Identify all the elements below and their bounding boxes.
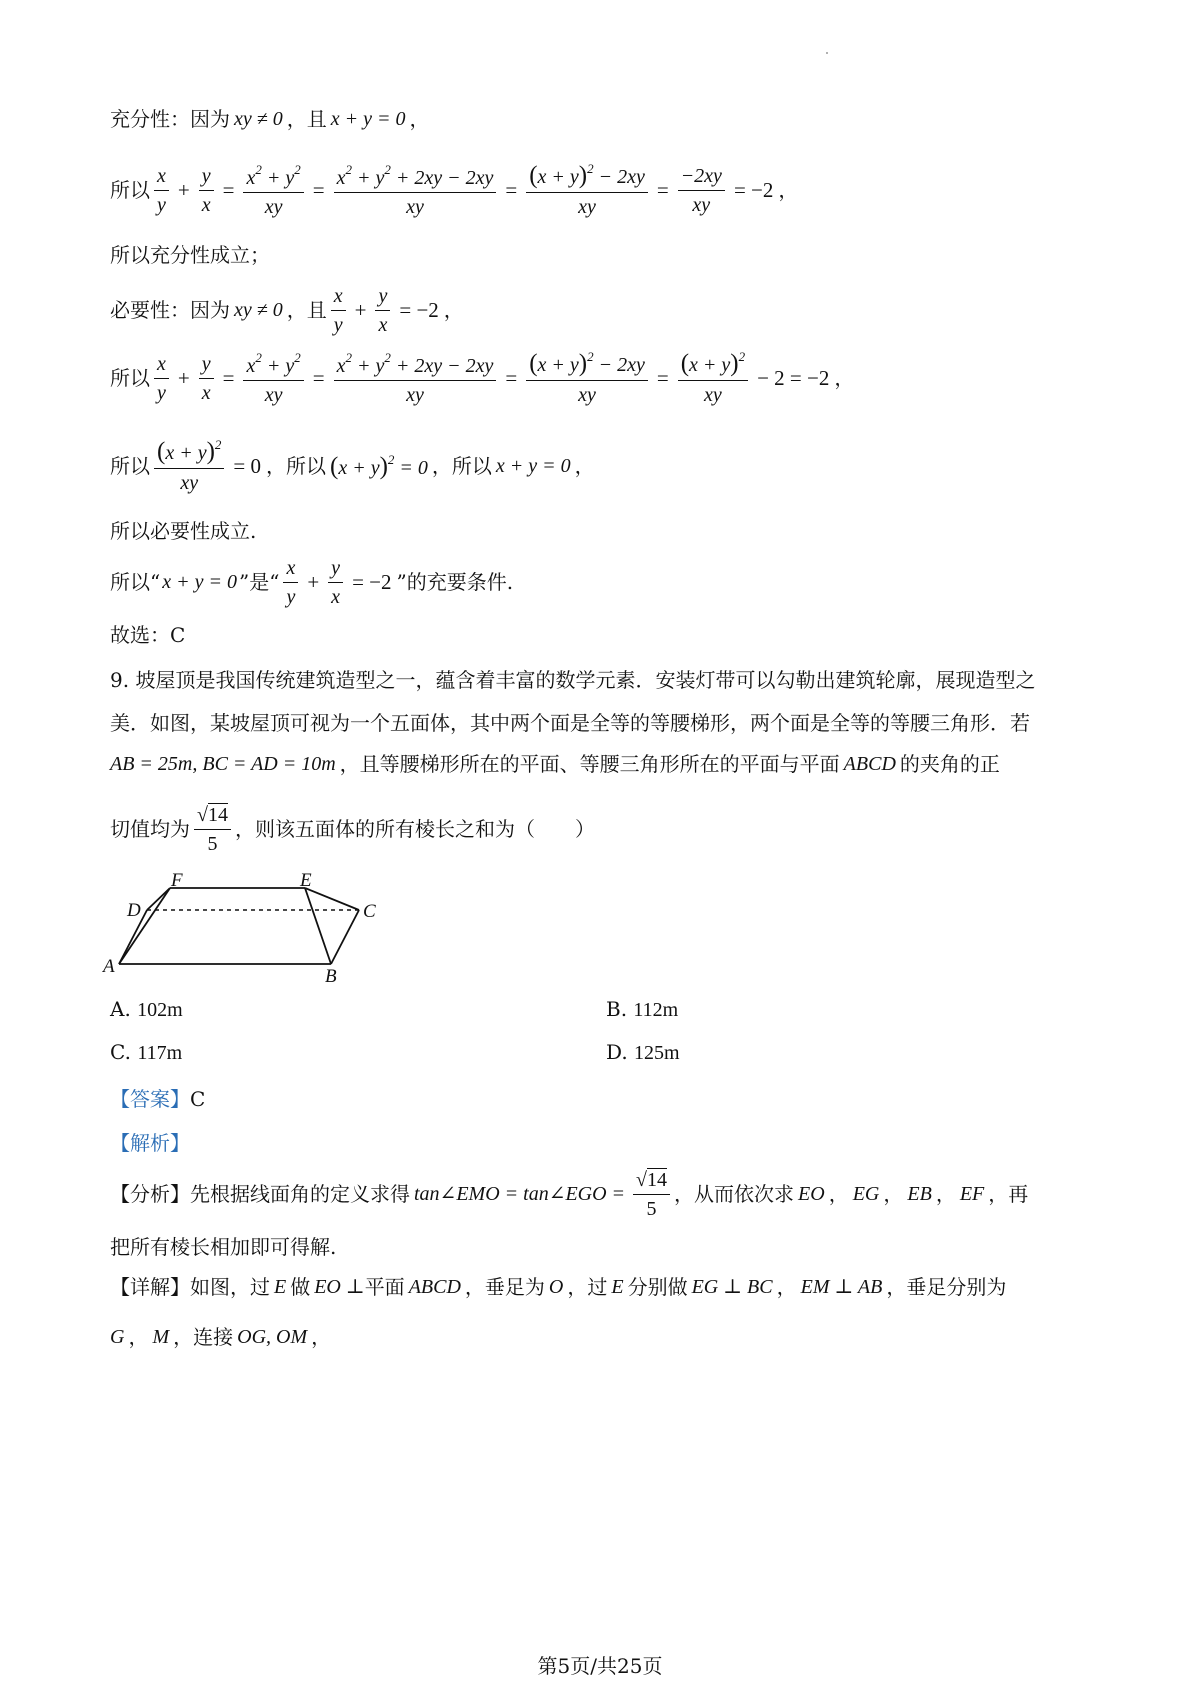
fraction: $\frac{x}{y}$	[331, 285, 346, 336]
analysis-line	[110, 1128, 190, 1158]
text: 的夹角的正	[899, 752, 1000, 776]
option-d[interactable]: D. 125m	[606, 1040, 680, 1064]
text: 所以必要性成立.	[110, 519, 257, 543]
math: E	[611, 1276, 624, 1298]
text: ，所以	[431, 454, 492, 478]
necessity-line: 必要性：因为 xy ≠ 0 ，且 $\frac{x}{y}$ + $\frac{y}{x}$ = −2 ，	[110, 284, 464, 336]
edge-eb	[305, 888, 331, 964]
label-a: A	[103, 956, 115, 977]
fraction: $\frac{x}{y}$	[154, 353, 169, 404]
fraction: $\frac{x}{y}$	[283, 557, 298, 608]
text: 美．如图，某坡屋顶可视为一个五面体，其中两个面是全等的等腰梯形，两个面是全等的等腰三角形．若	[110, 711, 1030, 735]
label-b: B	[325, 966, 337, 987]
text: 做	[290, 1275, 311, 1299]
text: 把所有棱长相加即可得解.	[110, 1235, 337, 1259]
label-d: D	[127, 900, 141, 921]
math: EB	[907, 1183, 932, 1205]
text: ，	[409, 107, 430, 131]
math: xy ≠ 0	[234, 108, 283, 130]
xiangjie-line-2	[110, 1322, 331, 1352]
text: ，且	[286, 298, 327, 322]
fraction: $\frac{y}{x}$	[199, 165, 214, 216]
math: xy ≠ 0	[234, 299, 283, 321]
fraction: $\frac{x^2 + y^2}{xy}$	[243, 163, 303, 218]
text: ，且等腰梯形所在的平面、等腰三角形所在的平面与平面	[339, 752, 840, 776]
answer-tag: 【答案】	[110, 1087, 190, 1111]
text: ，	[574, 454, 595, 478]
sqrt-fraction: $\frac{√14}{5}$	[633, 1169, 670, 1220]
text: 必要性：因为	[110, 298, 230, 322]
text: ，再	[988, 1182, 1029, 1206]
text: ，	[443, 298, 464, 322]
math: EO ⊥	[314, 1276, 365, 1298]
text: ，垂足分别为	[886, 1275, 1007, 1299]
text: ，	[834, 366, 855, 390]
text: ，且	[286, 107, 327, 131]
edge-ec	[305, 888, 359, 910]
text: 所以	[110, 454, 150, 478]
derivation-line-2: 所以 $\frac{x}{y}$ + $\frac{y}{x}$ = $\frac{x^2 + y^2}{xy}$ = $\frac{x^2 + y^2 + 2xy - 2xy}{xy}$ = $\frac{(x + y)^2 - 2xy}{xy}$ = $\frac{(x + y)^2}{xy}$ − 2 = −2 ，	[110, 348, 855, 407]
fraction: $\frac{y}{x}$	[375, 285, 390, 336]
text: 所以	[110, 178, 150, 202]
final-conclusion: 所以“ x + y = 0 ”是“ $\frac{x}{y}$ + $\frac{y}{x}$ = −2 ”的充要条件.	[110, 556, 514, 608]
question-9-line-4	[110, 798, 595, 860]
label-e: E	[300, 870, 312, 891]
scan-dot	[826, 52, 828, 54]
text: 先根据线面角的定义求得	[190, 1182, 410, 1206]
derivation-line-1: 所以 $\frac{x}{y}$ + $\frac{y}{x}$ = $\frac{x^2 + y^2}{xy}$ = $\frac{x^2 + y^2 + 2xy - 2xy}{xy}$ = $\frac{(x + y)^2 - 2xy}{xy}$ = $\frac{-2xy}{xy}$ = −2 ，	[110, 160, 799, 219]
answer-line	[110, 1084, 205, 1114]
text: ，连接	[173, 1325, 234, 1349]
text: ”的充要条件.	[396, 570, 514, 594]
question-9-line-1	[110, 665, 1035, 695]
fraction: $\frac{-2xy}{xy}$	[678, 165, 725, 216]
text: 故选：C	[110, 623, 186, 647]
option-c[interactable]: C. 117m	[110, 1040, 183, 1064]
text: 充分性：因为	[110, 107, 230, 131]
text: 所以充分性成立；	[110, 243, 270, 267]
xiangjie-line-1	[110, 1272, 1006, 1302]
fraction: $\frac{(x + y)^2 - 2xy}{xy}$	[526, 162, 648, 219]
text: 切值均为	[110, 817, 190, 841]
necessity-conclusion	[110, 516, 256, 546]
fraction: $\frac{x^2 + y^2}{xy}$	[243, 351, 303, 406]
text: ，过	[567, 1275, 608, 1299]
text: ，	[128, 1325, 149, 1349]
pentahedron-figure	[95, 868, 395, 988]
text: ，	[778, 178, 799, 202]
math: tan∠EMO = tan∠EGO =	[414, 1183, 626, 1205]
fraction: $\frac{y}{x}$	[328, 557, 343, 608]
fraction: $\frac{x^2 + y^2 + 2xy - 2xy}{xy}$	[334, 163, 497, 218]
math: x + y = 0	[162, 571, 237, 593]
label-c: C	[363, 901, 376, 922]
text: ，垂足为	[464, 1275, 545, 1299]
analysis-tag: 【解析】	[110, 1131, 190, 1155]
sufficiency-line	[110, 104, 429, 134]
math: EG ⊥ BC	[691, 1276, 773, 1298]
fenxi-tag: 【分析】	[110, 1182, 190, 1206]
math: AB = 25m, BC = AD = 10m	[110, 753, 336, 775]
math: G	[110, 1326, 125, 1348]
text: ，则该五面体的所有棱长之和为（ ）	[234, 817, 595, 841]
math: EG	[852, 1183, 880, 1205]
fraction: $\frac{(x + y)^2}{xy}$	[154, 438, 224, 495]
text: 所以“	[110, 570, 161, 594]
math: x + y = 0	[330, 108, 406, 130]
text: ”是“	[238, 570, 280, 594]
math: EO	[798, 1183, 825, 1205]
text: 9. 坡屋顶是我国传统建筑造型之一，蕴含着丰富的数学元素．安装灯带可以勾勒出建筑轮廓，展现造型之	[110, 668, 1036, 692]
edge-bc	[331, 910, 359, 964]
math: x + y = 0	[495, 455, 571, 477]
text: ，	[311, 1325, 332, 1349]
text: 平面	[364, 1275, 405, 1299]
fraction: $\frac{x^2 + y^2 + 2xy - 2xy}{xy}$	[334, 351, 497, 406]
fraction: $\frac{(x + y)^2}{xy}$	[678, 350, 748, 407]
text: 如图，过	[190, 1275, 270, 1299]
page-footer: 第5页/共25页	[537, 1654, 663, 1678]
sufficiency-conclusion	[110, 240, 270, 270]
text: ，所以	[266, 454, 326, 478]
math: OG, OM	[237, 1326, 308, 1348]
fraction: $\frac{y}{x}$	[199, 353, 214, 404]
math: ABCD	[408, 1276, 461, 1298]
text: 分别做	[627, 1275, 688, 1299]
derivation-line-3: 所以 $\frac{(x + y)^2}{xy}$ = 0 ，所以 $(x + y)^2 = 0$ ，所以 x + y = 0 ，	[110, 436, 595, 495]
xiangjie-tag: 【详解】	[110, 1275, 190, 1299]
label-f: F	[171, 870, 183, 891]
text: ，从而依次求	[674, 1182, 795, 1206]
fraction: $\frac{x}{y}$	[154, 165, 169, 216]
math: M	[152, 1326, 170, 1348]
choice-line	[110, 620, 185, 650]
math: EF	[959, 1183, 985, 1205]
math: O	[548, 1276, 564, 1298]
answer-value: C	[190, 1087, 206, 1111]
text: 所以	[110, 366, 150, 390]
question-9-line-2	[110, 708, 1030, 738]
math: EM ⊥ AB	[800, 1276, 883, 1298]
text: ，	[776, 1275, 797, 1299]
fenxi-line-2	[110, 1232, 336, 1262]
math: ABCD	[843, 753, 896, 775]
question-9-line-3	[110, 748, 1000, 780]
math: $(x + y)^2 = 0$	[330, 452, 428, 480]
math: E	[274, 1276, 287, 1298]
fraction: $\frac{(x + y)^2 - 2xy}{xy}$	[526, 350, 648, 407]
sqrt-fraction: $\frac{√14}{5}$	[194, 804, 231, 855]
option-b[interactable]: B. 112m	[606, 997, 679, 1021]
option-a[interactable]: A. 102m	[110, 997, 183, 1021]
fenxi-line-1: 【分析】 先根据线面角的定义求得 tan∠EMO = tan∠EGO = $\frac{√14}{5}$ ，从而依次求 EO ， EG ， EB ， EF ，再	[110, 1168, 1029, 1220]
